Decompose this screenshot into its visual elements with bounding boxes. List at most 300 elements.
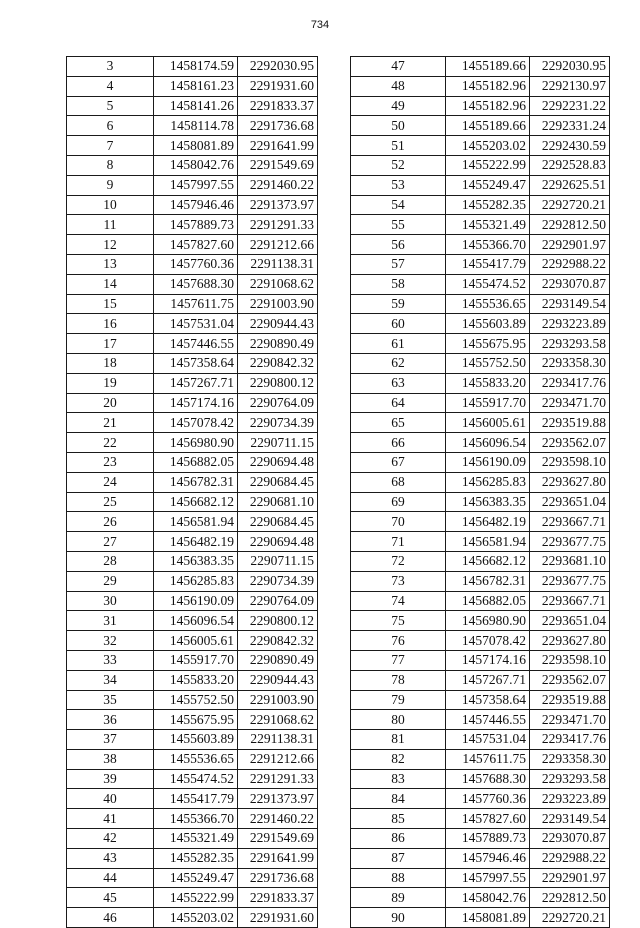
point-number-cell: 78 — [351, 670, 446, 690]
table-row — [351, 650, 610, 670]
x-coordinate-cell: 1457946.46 — [446, 848, 530, 868]
point-number-cell: 40 — [67, 789, 154, 809]
table-row — [67, 452, 318, 472]
x-coordinate-cell: 1455752.50 — [446, 353, 530, 373]
x-coordinate-cell: 1456782.31 — [154, 472, 238, 492]
y-coordinate-cell: 2293358.30 — [530, 353, 610, 373]
table-row — [67, 512, 318, 532]
x-coordinate-cell: 1457531.04 — [446, 730, 530, 750]
y-coordinate-cell: 2293598.10 — [530, 452, 610, 472]
point-number-cell: 43 — [67, 848, 154, 868]
x-coordinate-cell: 1456482.19 — [154, 532, 238, 552]
x-coordinate-cell: 1458114.78 — [154, 116, 238, 136]
point-number-cell: 7 — [67, 136, 154, 156]
y-coordinate-cell: 2291291.33 — [238, 215, 318, 235]
table-row — [67, 908, 318, 928]
x-coordinate-cell: 1457174.16 — [446, 650, 530, 670]
point-number-cell: 24 — [67, 472, 154, 492]
table-row — [67, 551, 318, 571]
x-coordinate-cell: 1456190.09 — [446, 452, 530, 472]
x-coordinate-cell: 1455203.02 — [446, 136, 530, 156]
x-coordinate-cell: 1456005.61 — [446, 413, 530, 433]
point-number-cell: 86 — [351, 829, 446, 849]
point-number-cell: 31 — [67, 611, 154, 631]
x-coordinate-cell: 1455675.95 — [154, 710, 238, 730]
point-number-cell: 48 — [351, 76, 446, 96]
point-number-cell: 69 — [351, 492, 446, 512]
y-coordinate-cell: 2293149.54 — [530, 809, 610, 829]
point-number-cell: 4 — [67, 76, 154, 96]
y-coordinate-cell: 2291138.31 — [238, 254, 318, 274]
x-coordinate-cell: 1457997.55 — [446, 868, 530, 888]
y-coordinate-cell: 2293417.76 — [530, 730, 610, 750]
y-coordinate-cell: 2291736.68 — [238, 868, 318, 888]
table-row — [67, 749, 318, 769]
point-number-cell: 12 — [67, 235, 154, 255]
y-coordinate-cell: 2293667.71 — [530, 591, 610, 611]
y-coordinate-cell: 2293358.30 — [530, 749, 610, 769]
y-coordinate-cell: 2290944.43 — [238, 314, 318, 334]
point-number-cell: 84 — [351, 789, 446, 809]
table-row — [351, 452, 610, 472]
x-coordinate-cell: 1456482.19 — [446, 512, 530, 532]
y-coordinate-cell: 2292528.83 — [530, 155, 610, 175]
x-coordinate-cell: 1457174.16 — [154, 393, 238, 413]
x-coordinate-cell: 1455249.47 — [446, 175, 530, 195]
point-number-cell: 16 — [67, 314, 154, 334]
x-coordinate-cell: 1455536.65 — [446, 294, 530, 314]
page-number: 734 — [310, 19, 330, 31]
table-row — [351, 789, 610, 809]
table-row — [351, 769, 610, 789]
y-coordinate-cell: 2292901.97 — [530, 868, 610, 888]
table-row — [351, 96, 610, 116]
point-number-cell: 89 — [351, 888, 446, 908]
y-coordinate-cell: 2290711.15 — [238, 433, 318, 453]
coordinates-table-left — [66, 56, 318, 928]
point-number-cell: 45 — [67, 888, 154, 908]
y-coordinate-cell: 2292430.59 — [530, 136, 610, 156]
point-number-cell: 3 — [67, 57, 154, 77]
x-coordinate-cell: 1457446.55 — [154, 334, 238, 354]
point-number-cell: 39 — [67, 769, 154, 789]
point-number-cell: 80 — [351, 710, 446, 730]
y-coordinate-cell: 2291549.69 — [238, 829, 318, 849]
x-coordinate-cell: 1456782.31 — [446, 571, 530, 591]
table-row — [67, 96, 318, 116]
y-coordinate-cell: 2293677.75 — [530, 571, 610, 591]
table-row — [351, 353, 610, 373]
y-coordinate-cell: 2292720.21 — [530, 908, 610, 928]
table-row — [351, 730, 610, 750]
point-number-cell: 34 — [67, 670, 154, 690]
table-row — [351, 551, 610, 571]
point-number-cell: 50 — [351, 116, 446, 136]
table-row — [351, 254, 610, 274]
table-row — [351, 433, 610, 453]
y-coordinate-cell: 2292030.95 — [530, 57, 610, 77]
y-coordinate-cell: 2291549.69 — [238, 155, 318, 175]
y-coordinate-cell: 2290684.45 — [238, 472, 318, 492]
y-coordinate-cell: 2293677.75 — [530, 532, 610, 552]
y-coordinate-cell: 2292030.95 — [238, 57, 318, 77]
table-row — [351, 274, 610, 294]
x-coordinate-cell: 1456682.12 — [154, 492, 238, 512]
point-number-cell: 75 — [351, 611, 446, 631]
table-row — [351, 393, 610, 413]
x-coordinate-cell: 1456882.05 — [446, 591, 530, 611]
y-coordinate-cell: 2290944.43 — [238, 670, 318, 690]
x-coordinate-cell: 1457267.71 — [446, 670, 530, 690]
table-row — [67, 888, 318, 908]
table-row — [351, 829, 610, 849]
table-row — [67, 571, 318, 591]
point-number-cell: 6 — [67, 116, 154, 136]
table-row — [351, 235, 610, 255]
point-number-cell: 61 — [351, 334, 446, 354]
y-coordinate-cell: 2293562.07 — [530, 433, 610, 453]
x-coordinate-cell: 1456285.83 — [154, 571, 238, 591]
x-coordinate-cell: 1456980.90 — [446, 611, 530, 631]
point-number-cell: 72 — [351, 551, 446, 571]
point-number-cell: 71 — [351, 532, 446, 552]
point-number-cell: 20 — [67, 393, 154, 413]
y-coordinate-cell: 2292812.50 — [530, 215, 610, 235]
x-coordinate-cell: 1457358.64 — [446, 690, 530, 710]
y-coordinate-cell: 2291003.90 — [238, 294, 318, 314]
table-row — [67, 294, 318, 314]
table-row — [67, 155, 318, 175]
x-coordinate-cell: 1455474.52 — [154, 769, 238, 789]
table-row — [67, 611, 318, 631]
x-coordinate-cell: 1456096.54 — [446, 433, 530, 453]
y-coordinate-cell: 2293223.89 — [530, 789, 610, 809]
y-coordinate-cell: 2293667.71 — [530, 512, 610, 532]
x-coordinate-cell: 1455249.47 — [154, 868, 238, 888]
table-row — [351, 888, 610, 908]
table-row — [351, 670, 610, 690]
x-coordinate-cell: 1458141.26 — [154, 96, 238, 116]
table-row — [67, 413, 318, 433]
x-coordinate-cell: 1457889.73 — [154, 215, 238, 235]
y-coordinate-cell: 2291931.60 — [238, 76, 318, 96]
y-coordinate-cell: 2292625.51 — [530, 175, 610, 195]
table-row — [351, 591, 610, 611]
table-row — [67, 314, 318, 334]
point-number-cell: 30 — [67, 591, 154, 611]
table-row — [351, 76, 610, 96]
point-number-cell: 62 — [351, 353, 446, 373]
y-coordinate-cell: 2291212.66 — [238, 235, 318, 255]
table-row — [67, 868, 318, 888]
point-number-cell: 15 — [67, 294, 154, 314]
table-row — [67, 76, 318, 96]
x-coordinate-cell: 1455474.52 — [446, 274, 530, 294]
point-number-cell: 11 — [67, 215, 154, 235]
point-number-cell: 73 — [351, 571, 446, 591]
table-row — [351, 492, 610, 512]
x-coordinate-cell: 1457078.42 — [446, 631, 530, 651]
x-coordinate-cell: 1457760.36 — [446, 789, 530, 809]
x-coordinate-cell: 1458174.59 — [154, 57, 238, 77]
point-number-cell: 68 — [351, 472, 446, 492]
point-number-cell: 55 — [351, 215, 446, 235]
x-coordinate-cell: 1456581.94 — [446, 532, 530, 552]
x-coordinate-cell: 1455603.89 — [446, 314, 530, 334]
table-row — [67, 334, 318, 354]
point-number-cell: 33 — [67, 650, 154, 670]
point-number-cell: 83 — [351, 769, 446, 789]
point-number-cell: 76 — [351, 631, 446, 651]
point-number-cell: 85 — [351, 809, 446, 829]
x-coordinate-cell: 1456882.05 — [154, 452, 238, 472]
y-coordinate-cell: 2292901.97 — [530, 235, 610, 255]
y-coordinate-cell: 2291833.37 — [238, 888, 318, 908]
y-coordinate-cell: 2290842.32 — [238, 353, 318, 373]
table-row — [67, 789, 318, 809]
x-coordinate-cell: 1457889.73 — [446, 829, 530, 849]
table-row — [67, 472, 318, 492]
y-coordinate-cell: 2293070.87 — [530, 829, 610, 849]
y-coordinate-cell: 2291641.99 — [238, 136, 318, 156]
point-number-cell: 27 — [67, 532, 154, 552]
table-row — [67, 353, 318, 373]
y-coordinate-cell: 2290764.09 — [238, 393, 318, 413]
table-row — [67, 809, 318, 829]
x-coordinate-cell: 1455222.99 — [154, 888, 238, 908]
x-coordinate-cell: 1455182.96 — [446, 76, 530, 96]
y-coordinate-cell: 2293651.04 — [530, 611, 610, 631]
point-number-cell: 42 — [67, 829, 154, 849]
x-coordinate-cell: 1458042.76 — [446, 888, 530, 908]
y-coordinate-cell: 2293471.70 — [530, 393, 610, 413]
table-row — [67, 57, 318, 77]
y-coordinate-cell: 2293070.87 — [530, 274, 610, 294]
x-coordinate-cell: 1455366.70 — [154, 809, 238, 829]
y-coordinate-cell: 2291291.33 — [238, 769, 318, 789]
point-number-cell: 53 — [351, 175, 446, 195]
x-coordinate-cell: 1457997.55 — [154, 175, 238, 195]
x-coordinate-cell: 1455321.49 — [154, 829, 238, 849]
point-number-cell: 79 — [351, 690, 446, 710]
point-number-cell: 70 — [351, 512, 446, 532]
y-coordinate-cell: 2291212.66 — [238, 749, 318, 769]
y-coordinate-cell: 2291641.99 — [238, 848, 318, 868]
x-coordinate-cell: 1455833.20 — [154, 670, 238, 690]
point-number-cell: 28 — [67, 551, 154, 571]
point-number-cell: 8 — [67, 155, 154, 175]
point-number-cell: 21 — [67, 413, 154, 433]
table-row — [67, 532, 318, 552]
y-coordinate-cell: 2293627.80 — [530, 472, 610, 492]
table-row — [67, 116, 318, 136]
table-row — [351, 631, 610, 651]
table-row — [67, 274, 318, 294]
y-coordinate-cell: 2291373.97 — [238, 789, 318, 809]
x-coordinate-cell: 1457078.42 — [154, 413, 238, 433]
table-row — [351, 314, 610, 334]
y-coordinate-cell: 2290694.48 — [238, 532, 318, 552]
table-row — [67, 433, 318, 453]
x-coordinate-cell: 1457827.60 — [154, 235, 238, 255]
table-row — [67, 492, 318, 512]
x-coordinate-cell: 1455603.89 — [154, 730, 238, 750]
point-number-cell: 13 — [67, 254, 154, 274]
table-row — [351, 472, 610, 492]
x-coordinate-cell: 1456190.09 — [154, 591, 238, 611]
point-number-cell: 74 — [351, 591, 446, 611]
x-coordinate-cell: 1456383.35 — [154, 551, 238, 571]
point-number-cell: 87 — [351, 848, 446, 868]
point-number-cell: 35 — [67, 690, 154, 710]
y-coordinate-cell: 2291068.62 — [238, 710, 318, 730]
y-coordinate-cell: 2290681.10 — [238, 492, 318, 512]
table-row — [351, 175, 610, 195]
y-coordinate-cell: 2291003.90 — [238, 690, 318, 710]
table-row — [351, 512, 610, 532]
point-number-cell: 37 — [67, 730, 154, 750]
x-coordinate-cell: 1455182.96 — [446, 96, 530, 116]
y-coordinate-cell: 2290800.12 — [238, 611, 318, 631]
table-row — [67, 591, 318, 611]
table-row — [67, 631, 318, 651]
x-coordinate-cell: 1455675.95 — [446, 334, 530, 354]
y-coordinate-cell: 2293519.88 — [530, 413, 610, 433]
y-coordinate-cell: 2293681.10 — [530, 551, 610, 571]
x-coordinate-cell: 1455752.50 — [154, 690, 238, 710]
point-number-cell: 22 — [67, 433, 154, 453]
y-coordinate-cell: 2291373.97 — [238, 195, 318, 215]
x-coordinate-cell: 1455417.79 — [446, 254, 530, 274]
y-coordinate-cell: 2290890.49 — [238, 650, 318, 670]
y-coordinate-cell: 2290764.09 — [238, 591, 318, 611]
point-number-cell: 41 — [67, 809, 154, 829]
point-number-cell: 38 — [67, 749, 154, 769]
y-coordinate-cell: 2292331.24 — [530, 116, 610, 136]
point-number-cell: 49 — [351, 96, 446, 116]
y-coordinate-cell: 2290734.39 — [238, 413, 318, 433]
table-row — [351, 868, 610, 888]
point-number-cell: 5 — [67, 96, 154, 116]
point-number-cell: 19 — [67, 373, 154, 393]
point-number-cell: 60 — [351, 314, 446, 334]
x-coordinate-cell: 1456581.94 — [154, 512, 238, 532]
table-row — [351, 611, 610, 631]
y-coordinate-cell: 2291068.62 — [238, 274, 318, 294]
x-coordinate-cell: 1457946.46 — [154, 195, 238, 215]
table-row — [67, 136, 318, 156]
y-coordinate-cell: 2290711.15 — [238, 551, 318, 571]
point-number-cell: 46 — [67, 908, 154, 928]
x-coordinate-cell: 1455321.49 — [446, 215, 530, 235]
y-coordinate-cell: 2292720.21 — [530, 195, 610, 215]
x-coordinate-cell: 1455833.20 — [446, 373, 530, 393]
x-coordinate-cell: 1455222.99 — [446, 155, 530, 175]
x-coordinate-cell: 1457611.75 — [446, 749, 530, 769]
point-number-cell: 51 — [351, 136, 446, 156]
y-coordinate-cell: 2291138.31 — [238, 730, 318, 750]
table-row — [351, 57, 610, 77]
y-coordinate-cell: 2293471.70 — [530, 710, 610, 730]
point-number-cell: 10 — [67, 195, 154, 215]
table-row — [351, 294, 610, 314]
table-row — [67, 195, 318, 215]
y-coordinate-cell: 2292130.97 — [530, 76, 610, 96]
y-coordinate-cell: 2291931.60 — [238, 908, 318, 928]
x-coordinate-cell: 1458081.89 — [446, 908, 530, 928]
point-number-cell: 67 — [351, 452, 446, 472]
y-coordinate-cell: 2292988.22 — [530, 848, 610, 868]
y-coordinate-cell: 2292988.22 — [530, 254, 610, 274]
point-number-cell: 36 — [67, 710, 154, 730]
table-row — [351, 749, 610, 769]
table-row — [351, 334, 610, 354]
table-row — [351, 195, 610, 215]
y-coordinate-cell: 2291833.37 — [238, 96, 318, 116]
table-row — [351, 710, 610, 730]
table-row — [67, 650, 318, 670]
point-number-cell: 56 — [351, 235, 446, 255]
y-coordinate-cell: 2293598.10 — [530, 650, 610, 670]
x-coordinate-cell: 1456980.90 — [154, 433, 238, 453]
table-row — [351, 215, 610, 235]
point-number-cell: 57 — [351, 254, 446, 274]
y-coordinate-cell: 2290842.32 — [238, 631, 318, 651]
x-coordinate-cell: 1458042.76 — [154, 155, 238, 175]
table-row — [351, 690, 610, 710]
table-row — [67, 393, 318, 413]
point-number-cell: 25 — [67, 492, 154, 512]
point-number-cell: 23 — [67, 452, 154, 472]
y-coordinate-cell: 2293562.07 — [530, 670, 610, 690]
x-coordinate-cell: 1457827.60 — [446, 809, 530, 829]
y-coordinate-cell: 2290800.12 — [238, 373, 318, 393]
point-number-cell: 32 — [67, 631, 154, 651]
table-row — [67, 254, 318, 274]
y-coordinate-cell: 2293519.88 — [530, 690, 610, 710]
point-number-cell: 81 — [351, 730, 446, 750]
y-coordinate-cell: 2293293.58 — [530, 334, 610, 354]
x-coordinate-cell: 1455189.66 — [446, 57, 530, 77]
coordinates-table-right — [350, 56, 610, 928]
point-number-cell: 65 — [351, 413, 446, 433]
x-coordinate-cell: 1455366.70 — [446, 235, 530, 255]
x-coordinate-cell: 1455536.65 — [154, 749, 238, 769]
table-row — [67, 373, 318, 393]
table-row — [67, 730, 318, 750]
table-row — [67, 215, 318, 235]
x-coordinate-cell: 1457688.30 — [154, 274, 238, 294]
point-number-cell: 63 — [351, 373, 446, 393]
table-row — [67, 235, 318, 255]
x-coordinate-cell: 1457531.04 — [154, 314, 238, 334]
point-number-cell: 64 — [351, 393, 446, 413]
y-coordinate-cell: 2290890.49 — [238, 334, 318, 354]
x-coordinate-cell: 1455917.70 — [446, 393, 530, 413]
x-coordinate-cell: 1457267.71 — [154, 373, 238, 393]
x-coordinate-cell: 1456682.12 — [446, 551, 530, 571]
point-number-cell: 59 — [351, 294, 446, 314]
x-coordinate-cell: 1456285.83 — [446, 472, 530, 492]
point-number-cell: 26 — [67, 512, 154, 532]
x-coordinate-cell: 1457358.64 — [154, 353, 238, 373]
point-number-cell: 90 — [351, 908, 446, 928]
x-coordinate-cell: 1455203.02 — [154, 908, 238, 928]
table-row — [67, 710, 318, 730]
y-coordinate-cell: 2293293.58 — [530, 769, 610, 789]
table-row — [67, 690, 318, 710]
x-coordinate-cell: 1457760.36 — [154, 254, 238, 274]
